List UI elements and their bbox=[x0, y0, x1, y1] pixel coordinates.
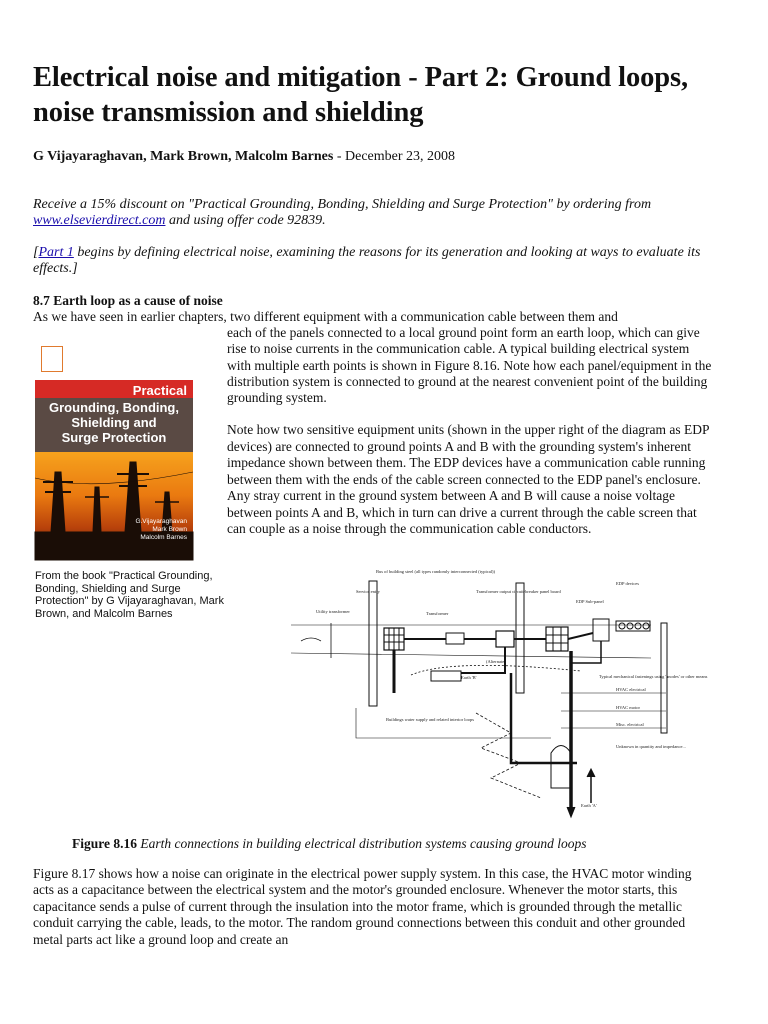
book-title-line: Shielding and bbox=[71, 415, 157, 430]
book-author: Malcolm Barnes bbox=[140, 534, 187, 541]
diagram-label-top: Bus of building steel (all types randomly interconnected (typical)) bbox=[376, 569, 495, 574]
diagram-label-fastenings: Typical mechanical fastenings using 'anodes' or other means bbox=[599, 674, 708, 679]
diagram-label-hvac-motor: HVAC motor bbox=[616, 705, 641, 710]
book-title-line: Surge Protection bbox=[61, 430, 167, 445]
intro-bracket: [ bbox=[33, 245, 39, 260]
part1-link[interactable]: Part 1 bbox=[38, 245, 74, 260]
publisher-logo-icon bbox=[41, 346, 63, 372]
date-separator: - bbox=[333, 149, 346, 164]
book-cover-authors bbox=[135, 518, 187, 542]
section-heading: 8.7 Earth loop as a cause of noise bbox=[33, 293, 223, 308]
diagram-label-water: Buildings water supply and related interior loops bbox=[386, 717, 474, 722]
diagram-label-alternate: (Alternate) bbox=[486, 659, 506, 664]
promo-text-end: and using offer code 92839. bbox=[165, 213, 326, 228]
promo-text: Receive a 15% discount on "Practical Grounding, Bonding, Shielding and Surge Protection" by ordering from bbox=[33, 197, 652, 212]
article-title: Electrical noise and mitigation - Part 2: Ground loops, noise transmission and shielding bbox=[33, 62, 689, 128]
book-cover-photo bbox=[35, 452, 193, 560]
book-author: Mark Brown bbox=[152, 526, 187, 533]
elsevier-link[interactable]: www.elsevierdirect.com bbox=[33, 213, 166, 228]
book-cover-title bbox=[35, 398, 193, 452]
diagram-label-earth-b: Earth 'B' bbox=[461, 675, 477, 680]
figure-8-16-diagram bbox=[281, 563, 708, 823]
book-title-line: Grounding, Bonding, bbox=[49, 400, 179, 415]
diagram-label-transformer: Transformer bbox=[426, 611, 449, 616]
diagram-label-earth-a: Earth 'A' bbox=[581, 803, 597, 808]
promo-paragraph bbox=[33, 197, 713, 229]
diagram-label-edp-panel: EDP Sub-panel bbox=[576, 599, 604, 604]
authors: G Vijayaraghavan, Mark Brown, Malcolm Barnes bbox=[33, 149, 334, 164]
book-cover-image[interactable] bbox=[35, 340, 193, 560]
paragraph-2: Note how two sensitive equipment units (shown in the upper right of the diagram as EDP devices) are connected to ground points A and B with the grounding system's inherent impedance shown between them. The EDP devices have a communication cable running between them with the ends of the cable screen connected to the EDP panel's enclosure. Any stray current in the ground system between A and B will cause a noise voltage between points A and B, which in turn can drive a current through the cable screen that can couple as a noise through the communication cable conductors. bbox=[227, 422, 710, 536]
book-cover-practical: Practical bbox=[132, 383, 187, 398]
figure-caption bbox=[72, 836, 586, 852]
paragraph-1: each of the panels connected to a local ground point form an earth loop, which can give rise to noise currents in the communication cable. A typical building electrical system with multiple earth points is shown in Figure 8.16. Note how each panel/equipment in the distribution system is connected to ground at the nearest convenient point of the building grounding system. bbox=[227, 325, 712, 406]
diagram-label-edp-devices: EDP devices bbox=[616, 581, 639, 586]
paragraph-3: Figure 8.17 shows how a noise can originate in the electrical power supply system. In this case, the HVAC motor winding acts as a capacitance between the electrical system and the motor's grounded enclosure. Whenever the motor starts, this capacitance sends a pulse of current through the insulation into the motor frame, which is grounded through the metallic conduit carrying the cable, leads, to the motor. The random ground connections between this conduit and other grounded metal parts act like a ground loop and create an bbox=[33, 866, 692, 947]
diagram-label-unknown: Unknown in quantity and impedance... bbox=[616, 744, 686, 749]
book-caption: From the book "Practical Grounding, Bonding, Shielding and Surge Protection" by G Vijayaraghavan, Mark Brown, and Malcolm Barnes bbox=[35, 570, 224, 620]
figure-caption-text: Earth connections in building electrical distribution systems causing ground loops bbox=[137, 836, 587, 851]
pylons-silhouette-icon bbox=[35, 452, 193, 560]
intro-text: begins by defining electrical noise, examining the reasons for its generation and looking at ways to evaluate its effects.] bbox=[33, 245, 701, 276]
diagram-label-service: Service entry bbox=[356, 589, 380, 594]
byline bbox=[33, 149, 455, 165]
book-author: G.Vijayaraghavan bbox=[135, 518, 187, 525]
intro-paragraph bbox=[33, 245, 713, 277]
diagram-label-transformer-out: Transformer output circuit-breaker panel board bbox=[476, 589, 561, 594]
figure-label: Figure 8.16 bbox=[72, 836, 137, 851]
diagram-label-misc: Misc. electrical bbox=[616, 722, 644, 727]
diagram-label-hvac-electrical: HVAC electrical bbox=[616, 687, 646, 692]
paragraph-1-first-line: As we have seen in earlier chapters, two different equipment with a communication cable between them and bbox=[33, 309, 618, 324]
diagram-label-utility: Utility transformer bbox=[316, 609, 350, 614]
publish-date: December 23, 2008 bbox=[345, 149, 456, 164]
